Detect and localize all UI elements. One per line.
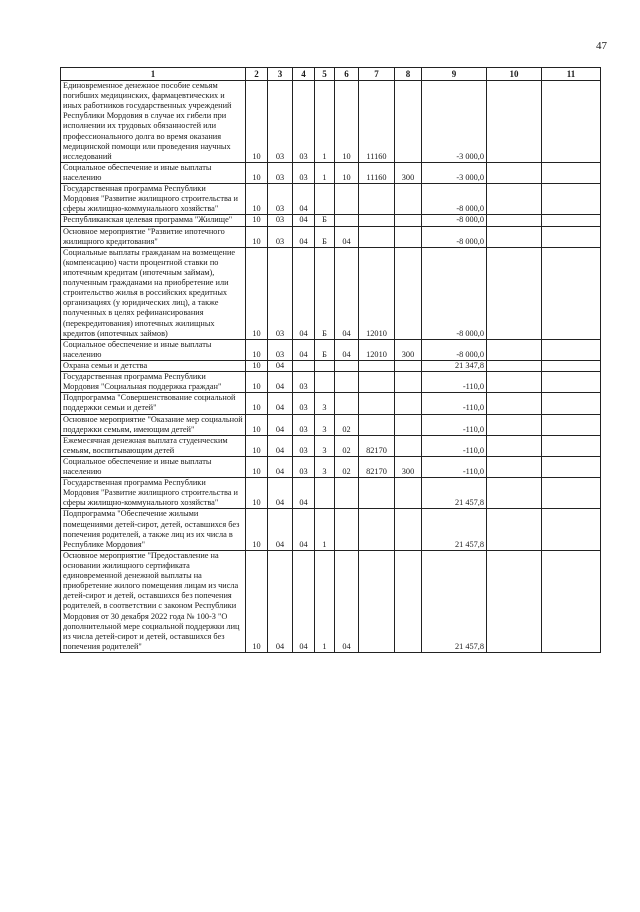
code-cell-8 xyxy=(395,215,422,226)
table-row xyxy=(61,339,601,360)
code-cell-7 xyxy=(359,509,395,550)
code-cell-6: 10 xyxy=(335,162,359,183)
code-cell-5: 1 xyxy=(315,550,335,652)
code-cell-6: 02 xyxy=(335,456,359,477)
code-cell-7 xyxy=(359,215,395,226)
code-cell-10 xyxy=(487,339,542,360)
code-cell-11 xyxy=(542,435,601,456)
code-cell-2: 10 xyxy=(246,226,268,247)
table-row xyxy=(61,393,601,414)
code-cell-2: 10 xyxy=(246,456,268,477)
code-cell-4: 04 xyxy=(293,550,315,652)
code-cell-2: 10 xyxy=(246,184,268,215)
code-cell-11 xyxy=(542,550,601,652)
code-cell-2: 10 xyxy=(246,372,268,393)
row-name-cell: Основное мероприятие "Развитие ипотечного жилищного кредитования" xyxy=(61,226,246,247)
code-cell-2: 10 xyxy=(246,360,268,371)
code-cell-10 xyxy=(487,247,542,339)
table-row xyxy=(61,478,601,509)
code-cell-6: 10 xyxy=(335,81,359,163)
code-cell-8 xyxy=(395,226,422,247)
code-cell-11 xyxy=(542,478,601,509)
amount-cell: -3 000,0 xyxy=(422,162,487,183)
code-cell-11 xyxy=(542,393,601,414)
code-cell-11 xyxy=(542,162,601,183)
code-cell-3: 04 xyxy=(268,360,293,371)
code-cell-4 xyxy=(293,360,315,371)
code-cell-4: 04 xyxy=(293,478,315,509)
code-cell-10 xyxy=(487,162,542,183)
code-cell-7 xyxy=(359,184,395,215)
code-cell-6 xyxy=(335,360,359,371)
code-cell-2: 10 xyxy=(246,339,268,360)
code-cell-11 xyxy=(542,372,601,393)
code-cell-3: 04 xyxy=(268,435,293,456)
page-number: 47 xyxy=(596,40,607,52)
amount-cell: -8 000,0 xyxy=(422,247,487,339)
column-header: 11 xyxy=(542,68,601,81)
code-cell-6: 04 xyxy=(335,247,359,339)
code-cell-7: 82170 xyxy=(359,456,395,477)
code-cell-11 xyxy=(542,184,601,215)
code-cell-2: 10 xyxy=(246,414,268,435)
code-cell-8 xyxy=(395,360,422,371)
code-cell-10 xyxy=(487,414,542,435)
table-row xyxy=(61,435,601,456)
code-cell-2: 10 xyxy=(246,435,268,456)
code-cell-7 xyxy=(359,360,395,371)
code-cell-6 xyxy=(335,509,359,550)
amount-cell: -3 000,0 xyxy=(422,81,487,163)
row-name-cell: Социальное обеспечение и иные выплаты населению xyxy=(61,339,246,360)
code-cell-4: 03 xyxy=(293,81,315,163)
code-cell-4: 03 xyxy=(293,414,315,435)
code-cell-2: 10 xyxy=(246,162,268,183)
code-cell-7 xyxy=(359,393,395,414)
row-name-cell: Социальное обеспечение и иные выплаты населению xyxy=(61,162,246,183)
code-cell-4: 03 xyxy=(293,456,315,477)
row-name-cell: Государственная программа Республики Мордовия "Развитие жилищного строительства и сферы жилищно-коммунального хозяйства" xyxy=(61,478,246,509)
amount-cell: -110,0 xyxy=(422,393,487,414)
code-cell-7: 12010 xyxy=(359,339,395,360)
budget-table xyxy=(60,67,601,653)
code-cell-10 xyxy=(487,435,542,456)
amount-cell: -8 000,0 xyxy=(422,215,487,226)
amount-cell: 21 457,8 xyxy=(422,509,487,550)
column-header: 7 xyxy=(359,68,395,81)
code-cell-8: 300 xyxy=(395,162,422,183)
amount-cell: -110,0 xyxy=(422,372,487,393)
code-cell-2: 10 xyxy=(246,550,268,652)
code-cell-10 xyxy=(487,456,542,477)
column-header: 4 xyxy=(293,68,315,81)
column-header: 10 xyxy=(487,68,542,81)
code-cell-7 xyxy=(359,226,395,247)
code-cell-7 xyxy=(359,550,395,652)
code-cell-11 xyxy=(542,247,601,339)
code-cell-3: 03 xyxy=(268,247,293,339)
amount-cell: 21 347,8 xyxy=(422,360,487,371)
code-cell-8: 300 xyxy=(395,339,422,360)
code-cell-5 xyxy=(315,478,335,509)
row-name-cell: Основное мероприятие "Оказание мер социальной поддержки семьям, имеющим детей" xyxy=(61,414,246,435)
amount-cell: -8 000,0 xyxy=(422,184,487,215)
code-cell-3: 04 xyxy=(268,550,293,652)
column-header: 9 xyxy=(422,68,487,81)
code-cell-6: 02 xyxy=(335,414,359,435)
code-cell-4: 04 xyxy=(293,215,315,226)
code-cell-3: 04 xyxy=(268,372,293,393)
code-cell-6 xyxy=(335,478,359,509)
code-cell-5: Б xyxy=(315,247,335,339)
code-cell-5: 1 xyxy=(315,81,335,163)
code-cell-7: 12010 xyxy=(359,247,395,339)
code-cell-8 xyxy=(395,435,422,456)
amount-cell: -110,0 xyxy=(422,456,487,477)
table-row xyxy=(61,162,601,183)
code-cell-5: 3 xyxy=(315,414,335,435)
code-cell-10 xyxy=(487,478,542,509)
code-cell-5: Б xyxy=(315,226,335,247)
code-cell-10 xyxy=(487,550,542,652)
code-cell-2: 10 xyxy=(246,247,268,339)
code-cell-10 xyxy=(487,509,542,550)
code-cell-3: 03 xyxy=(268,339,293,360)
code-cell-2: 10 xyxy=(246,215,268,226)
code-cell-11 xyxy=(542,81,601,163)
column-header: 6 xyxy=(335,68,359,81)
table-row xyxy=(61,360,601,371)
code-cell-6 xyxy=(335,184,359,215)
column-header: 1 xyxy=(61,68,246,81)
code-cell-10 xyxy=(487,372,542,393)
code-cell-3: 03 xyxy=(268,81,293,163)
code-cell-2: 10 xyxy=(246,478,268,509)
code-cell-10 xyxy=(487,360,542,371)
row-name-cell: Охрана семьи и детства xyxy=(61,360,246,371)
code-cell-8: 300 xyxy=(395,456,422,477)
code-cell-8 xyxy=(395,509,422,550)
table-row xyxy=(61,215,601,226)
code-cell-7 xyxy=(359,372,395,393)
code-cell-4: 04 xyxy=(293,184,315,215)
code-cell-4: 04 xyxy=(293,247,315,339)
code-cell-3: 04 xyxy=(268,509,293,550)
code-cell-3: 04 xyxy=(268,478,293,509)
code-cell-6: 04 xyxy=(335,226,359,247)
row-name-cell: Основное мероприятие "Предоставление на основании жилищного сертификата единовременной денежной выплаты на приобретение жилого помещения лицам из числа детей-сирот и детей, оставшихся без попечения родителей, в соответствии с законом Республики Мордовия от 30 декабря 2022 года № 100-З "О дополнительной мере социальной поддержки лиц из числа детей-сирот и детей, оставшихся без попечения родителей" xyxy=(61,550,246,652)
code-cell-11 xyxy=(542,215,601,226)
code-cell-5: 3 xyxy=(315,435,335,456)
code-cell-5: 1 xyxy=(315,509,335,550)
code-cell-2: 10 xyxy=(246,509,268,550)
row-name-cell: Подпрограмма "Совершенствование социальной поддержки семьи и детей" xyxy=(61,393,246,414)
code-cell-3: 04 xyxy=(268,414,293,435)
amount-cell: -110,0 xyxy=(422,414,487,435)
code-cell-4: 03 xyxy=(293,162,315,183)
table-row xyxy=(61,550,601,652)
column-header: 8 xyxy=(395,68,422,81)
code-cell-6 xyxy=(335,215,359,226)
code-cell-10 xyxy=(487,226,542,247)
code-cell-7: 82170 xyxy=(359,435,395,456)
amount-cell: 21 457,8 xyxy=(422,478,487,509)
code-cell-3: 04 xyxy=(268,393,293,414)
code-cell-6 xyxy=(335,372,359,393)
row-name-cell: Ежемесячная денежная выплата студенческим семьям, воспитывающим детей xyxy=(61,435,246,456)
code-cell-2: 10 xyxy=(246,393,268,414)
amount-cell: -8 000,0 xyxy=(422,339,487,360)
code-cell-6 xyxy=(335,393,359,414)
code-cell-10 xyxy=(487,81,542,163)
table-row xyxy=(61,226,601,247)
code-cell-5: 3 xyxy=(315,393,335,414)
code-cell-11 xyxy=(542,456,601,477)
code-cell-3: 03 xyxy=(268,162,293,183)
code-cell-7: 11160 xyxy=(359,81,395,163)
code-cell-4: 03 xyxy=(293,372,315,393)
code-cell-5: Б xyxy=(315,215,335,226)
code-cell-11 xyxy=(542,360,601,371)
row-name-cell: Единовременное денежное пособие семьям погибших медицинских, фармацевтических и иных работников государственных учреждений Республики Мордовия в случае их гибели при исполнении их трудовых обязанностей или профессионального долга во время оказания медицинской помощи или проведения научных исследований xyxy=(61,81,246,163)
code-cell-7 xyxy=(359,478,395,509)
code-cell-11 xyxy=(542,414,601,435)
table-row xyxy=(61,456,601,477)
code-cell-4: 03 xyxy=(293,393,315,414)
code-cell-7: 11160 xyxy=(359,162,395,183)
row-name-cell: Социальные выплаты гражданам на возмещение (компенсацию) части процентной ставки по ипотечным кредитам (ипотечным займам), полученным гражданами на приобретение или строительство жилья в российских кредитных организациях (у юридических лиц), а также полученных в целях рефинансирования (перекредитования) ипотечных жилищных кредитов (ипотечных займов) xyxy=(61,247,246,339)
code-cell-5: 1 xyxy=(315,162,335,183)
code-cell-3: 03 xyxy=(268,226,293,247)
column-header: 3 xyxy=(268,68,293,81)
code-cell-11 xyxy=(542,509,601,550)
code-cell-8 xyxy=(395,184,422,215)
code-cell-4: 03 xyxy=(293,435,315,456)
code-cell-4: 04 xyxy=(293,339,315,360)
amount-cell: -110,0 xyxy=(422,435,487,456)
code-cell-8 xyxy=(395,393,422,414)
code-cell-3: 04 xyxy=(268,456,293,477)
code-cell-8 xyxy=(395,247,422,339)
table-row xyxy=(61,509,601,550)
code-cell-5 xyxy=(315,360,335,371)
table-row xyxy=(61,414,601,435)
code-cell-6: 02 xyxy=(335,435,359,456)
code-cell-5 xyxy=(315,372,335,393)
table-row xyxy=(61,247,601,339)
code-cell-10 xyxy=(487,393,542,414)
code-cell-8 xyxy=(395,550,422,652)
code-cell-11 xyxy=(542,226,601,247)
code-cell-11 xyxy=(542,339,601,360)
code-cell-3: 03 xyxy=(268,184,293,215)
code-cell-7 xyxy=(359,414,395,435)
column-header: 5 xyxy=(315,68,335,81)
code-cell-8 xyxy=(395,81,422,163)
amount-cell: 21 457,8 xyxy=(422,550,487,652)
code-cell-6: 04 xyxy=(335,339,359,360)
code-cell-8 xyxy=(395,372,422,393)
code-cell-3: 03 xyxy=(268,215,293,226)
row-name-cell: Государственная программа Республики Мордовия "Социальная поддержка граждан" xyxy=(61,372,246,393)
code-cell-8 xyxy=(395,414,422,435)
code-cell-4: 04 xyxy=(293,509,315,550)
code-cell-6: 04 xyxy=(335,550,359,652)
row-name-cell: Социальное обеспечение и иные выплаты населению xyxy=(61,456,246,477)
table-row xyxy=(61,184,601,215)
table-row xyxy=(61,372,601,393)
amount-cell: -8 000,0 xyxy=(422,226,487,247)
table-row xyxy=(61,81,601,163)
column-header: 2 xyxy=(246,68,268,81)
code-cell-10 xyxy=(487,215,542,226)
code-cell-5: Б xyxy=(315,339,335,360)
row-name-cell: Подпрограмма "Обеспечение жилыми помещениями детей-сирот, детей, оставшихся без попечения родителей, а также лиц из их числа в Республике Мордовия" xyxy=(61,509,246,550)
row-name-cell: Республиканская целевая программа "Жилище" xyxy=(61,215,246,226)
table-header-row xyxy=(61,68,601,81)
code-cell-5 xyxy=(315,184,335,215)
code-cell-8 xyxy=(395,478,422,509)
code-cell-5: 3 xyxy=(315,456,335,477)
code-cell-2: 10 xyxy=(246,81,268,163)
row-name-cell: Государственная программа Республики Мордовия "Развитие жилищного строительства и сферы жилищно-коммунального хозяйства" xyxy=(61,184,246,215)
code-cell-4: 04 xyxy=(293,226,315,247)
code-cell-10 xyxy=(487,184,542,215)
